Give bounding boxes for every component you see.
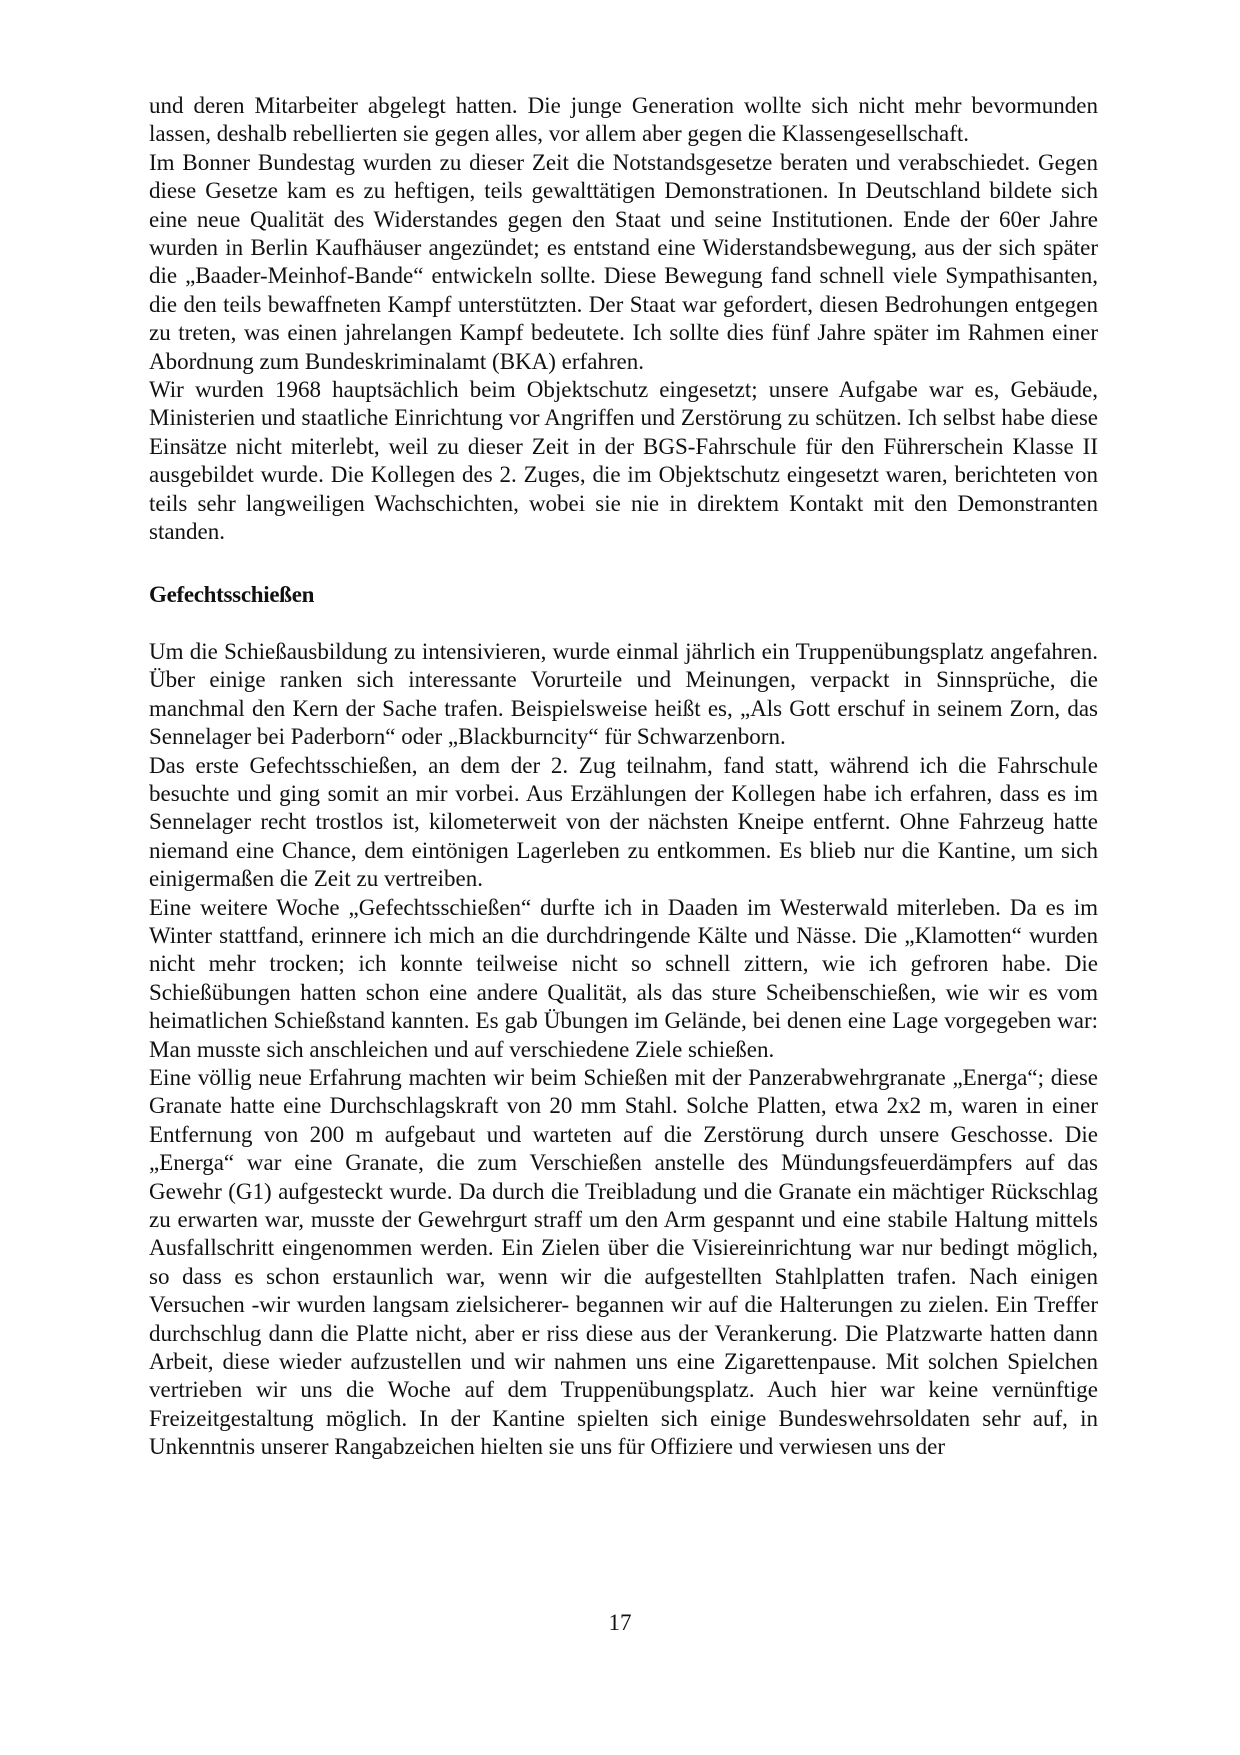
paragraph-continuation: und deren Mitarbeiter abgelegt hatten. Die junge Generation wollte sich nicht mehr bevormunden lassen, deshalb rebellierten sie gegen alles, vor allem aber gegen die Klassengesellschaft.	[149, 93, 1098, 147]
paragraph-erstes-gefechtsschiessen: Das erste Gefechtsschießen, an dem der 2. Zug teilnahm, fand statt, während ich die Fahrschule besuchte und ging somit an mir vorbei. Aus Erzählungen der Kollegen habe ich erfahren, dass es im Sennelager recht trostlos ist, kilometerweit von der nächsten Kneipe entfernt. Ohne Fahrzeug hatte niemand eine Chance, dem eintönigen Lagerleben zu entkommen. Es blieb nur die Kantine, um sich einigermaßen die Zeit zu vertreiben.	[149, 752, 1098, 892]
paragraph-notstandsgesetze: Im Bonner Bundestag wurden zu dieser Zeit die Notstandsgesetze beraten und verabschiedet. Gegen diese Gesetze kam es zu heftigen, teils gewalttätigen Demonstrationen. In Deutschland bildete sich eine neue Qualität des Widerstandes gegen den Staat und seine Institutionen. Ende der 60er Jahre wurden in Berlin Kaufhäuser angezündet; es entstand eine Widerstandsbewegung, aus der sich später die „Baader-Meinhof-Bande“ entwickeln sollte. Diese Bewegung fand schnell viele Sympathisanten, die den teils bewaffneten Kampf unterstützten. Der Staat war gefordert, diesen Bedrohungen entgegen zu treten, was einen jahrelangen Kampf bedeutete. Ich sollte dies fünf Jahre später im Rahmen einer Abordnung zum Bundeskriminalamt (BKA) erfahren.	[149, 149, 1098, 374]
paragraph-daaden: Eine weitere Woche „Gefechtsschießen“ durfte ich in Daaden im Westerwald miterleben. Da es im Winter stattfand, erinnere ich mich an die durchdringende Kälte und Nässe. Die „Klamotten“ wurden nicht mehr trocken; ich konnte teilweise nicht so schnell zittern, wie ich gefroren habe. Die Schießübungen hatten schon eine andere Qualität, als das sture Scheibenschießen, wie wir es vom heimatlichen Schießstand kannten. Es gab Übungen im Gelände, bei denen eine Lage vorgegeben war: Man musste sich anschleichen und auf verschiedene Ziele schießen.	[149, 894, 1098, 1062]
page-number: 17	[608, 1610, 632, 1635]
document-page	[149, 92, 1098, 1462]
section-heading: Gefechtsschießen	[149, 581, 315, 607]
paragraph-schiessausbildung: Um die Schießausbildung zu intensivieren, wurde einmal jährlich ein Truppenübungsplatz angefahren. Über einige ranken sich interessante Vorurteile und Meinungen, verpackt in Sinnsprüche, die manchmal den Kern der Sache trafen. Beispielsweise heißt es, „Als Gott erschuf in seinem Zorn, das Sennelager bei Paderborn“ oder „Blackburncity“ für Schwarzenborn.	[149, 638, 1098, 750]
paragraph-energa: Eine völlig neue Erfahrung machten wir beim Schießen mit der Panzerabwehrgranate „Energa“; diese Granate hatte eine Durchschlagskraft von 20 mm Stahl. Solche Platten, etwa 2x2 m, waren in einer Entfernung von 200 m aufgebaut und warteten auf die Zerstörung durch unsere Geschosse. Die „Energa“ war eine Granate, die zum Verschießen anstelle des Mündungsfeuerdämpfers auf das Gewehr (G1) aufgesteckt wurde. Da durch die Treibladung und die Granate ein mächtiger Rückschlag zu erwarten war, musste der Gewehrgurt straff um den Arm gespannt und eine stabile Haltung mittels Ausfallschritt eingenommen werden. Ein Zielen über die Visiereinrichtung war nur bedingt möglich, so dass es schon erstaunlich war, wenn wir die aufgestellten Stahlplatten trafen. Nach einigen Versuchen -wir wurden langsam zielsicherer- begannen wir auf die Halterungen zu zielen. Ein Treffer durchschlug dann die Platte nicht, aber er riss diese aus der Verankerung. Die Platzwarte hatten dann Arbeit, diese wieder aufzustellen und wir nahmen uns eine Zigarettenpause. Mit solchen Spielchen vertrieben wir uns die Woche auf dem Truppenübungsplatz. Auch hier war keine vernünftige Freizeitgestaltung möglich. In der Kantine spielten sich einige Bundeswehrsoldaten sehr auf, in Unkenntnis unserer Rangabzeichen hielten sie uns für Offiziere und verwiesen uns der	[149, 1065, 1098, 1460]
paragraph-objektschutz: Wir wurden 1968 hauptsächlich beim Objektschutz eingesetzt; unsere Aufgabe war es, Gebäude, Ministerien und staatliche Einrichtung vor Angriffen und Zerstörung zu schützen. Ich selbst habe diese Einsätze nicht miterlebt, weil zu dieser Zeit in der BGS-Fahrschule für den Führerschein Klasse II ausgebildet wurde. Die Kollegen des 2. Zuges, die im Objektschutz eingesetzt waren, berichteten von teils sehr langweiligen Wachschichten, wobei sie nie in direktem Kontakt mit den Demonstranten standen.	[149, 377, 1098, 545]
